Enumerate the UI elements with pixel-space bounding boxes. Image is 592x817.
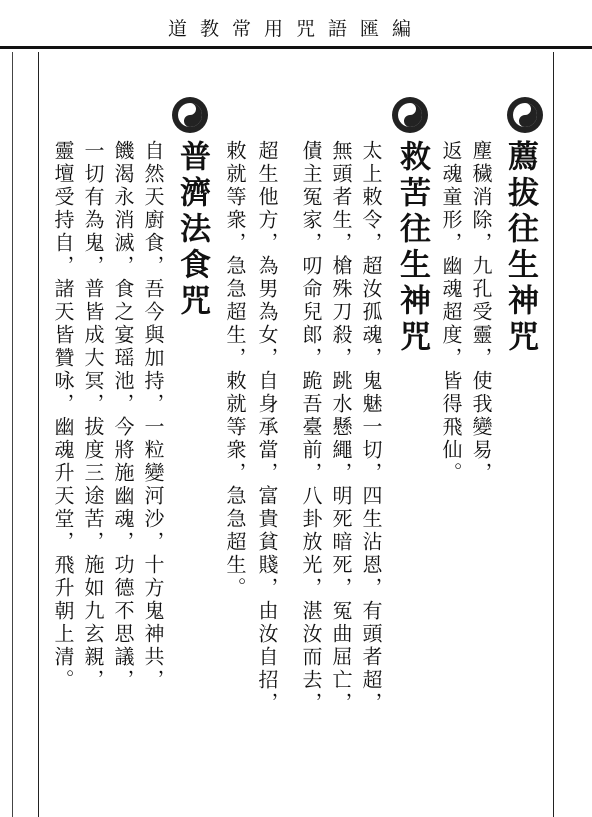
verse-line: 一切有為鬼，普皆成大冥，拔度三途苦，施如九玄親， xyxy=(81,140,105,692)
verse-line: 返魂童形，幽魂超度，皆得飛仙。 xyxy=(439,140,463,485)
verse-line: 債主冤家，叨命兒郎，跪吾臺前，八卦放光，湛汝而去， xyxy=(299,140,323,715)
verse-line: 敕就等衆，急急超生，敕就等衆，急急超生。 xyxy=(223,140,247,600)
section-title: 薦拔往生神咒 xyxy=(502,140,538,356)
section-title: 普濟法食咒 xyxy=(174,140,210,320)
margin-line xyxy=(12,52,13,817)
section-title: 救苦往生神咒 xyxy=(394,140,430,356)
verse-line: 太上敕令，超汝孤魂，鬼魅一切，四生沾恩，有頭者超， xyxy=(359,140,383,715)
verse-line: 饑渴永消滅，食之宴瑶池，今將施幽魂，功德不思議， xyxy=(111,140,135,692)
taiji-dragon-emblem-icon xyxy=(390,95,430,135)
taiji-dragon-emblem-icon xyxy=(170,95,210,135)
verse-line: 塵穢消除，九孔受靈，使我變易， xyxy=(469,140,493,485)
taiji-dragon-emblem-icon xyxy=(505,95,545,135)
header-rule xyxy=(0,46,592,49)
verse-line: 無頭者生，槍殊刀殺，跳水懸繩，明死暗死，冤曲屈亡， xyxy=(329,140,353,715)
verse-line: 靈壇受持自，諸天皆贊咏，幽魂升天堂，飛升朝上清。 xyxy=(51,140,75,692)
verse-line: 超生他方，為男為女，自身承當，富貴貧賤，由汝自招， xyxy=(255,140,279,715)
verse-line: 自然天廚食，吾今與加持，一粒變河沙，十方鬼神共， xyxy=(141,140,165,692)
page-header: 道教常用咒語匯編 xyxy=(167,18,424,40)
